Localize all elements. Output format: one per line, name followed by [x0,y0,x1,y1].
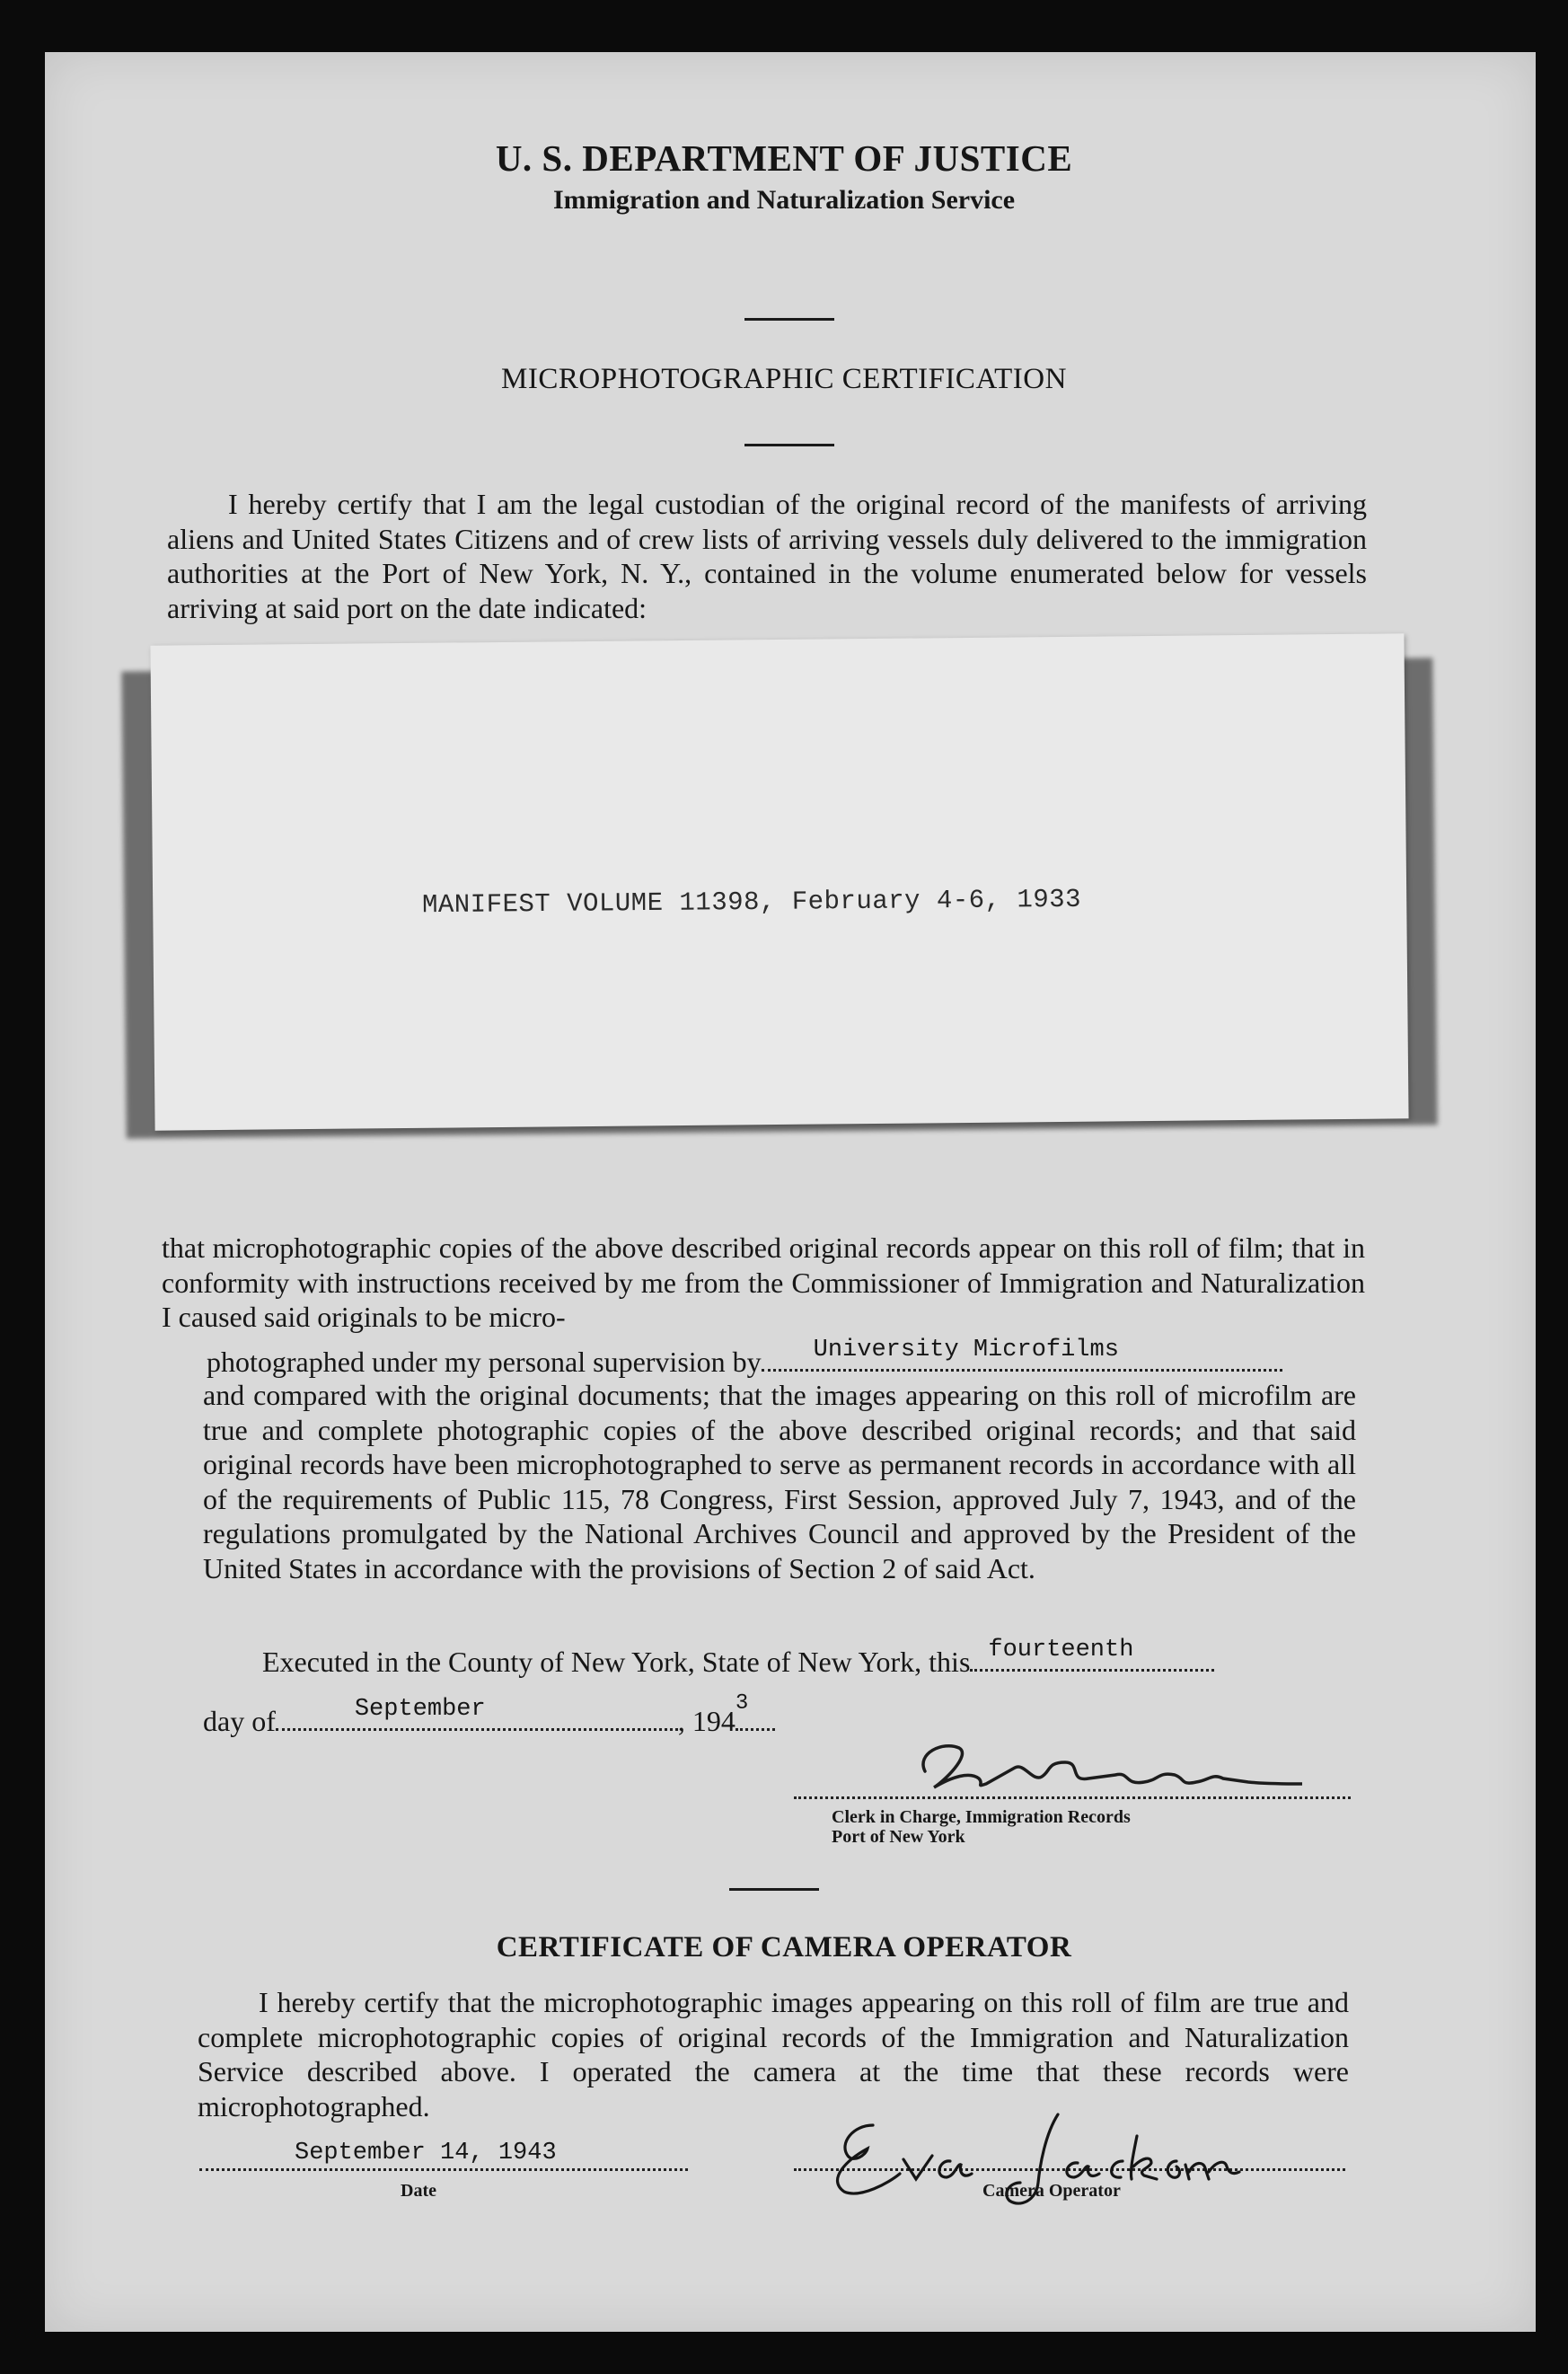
clerk-title-line1: Clerk in Charge, Immigration Records [832,1807,1131,1827]
body-paragraph-1: that microphotographic copies of the above described original records appear on this roll of film; that in conformity with instructions received by me from the Commissioner of Immigration and Naturalization I caused said originals to be micro- [162,1231,1365,1333]
month-field [276,1696,678,1731]
execution-line [262,1637,1214,1679]
year-digit: 3 [735,1691,749,1716]
camera-certificate-title: CERTIFICATE OF CAMERA OPERATOR [496,1931,1072,1964]
manifest-volume-text: MANIFEST VOLUME 11398, February 4-6, 1933 [421,884,1082,921]
supervision-line [207,1337,1282,1379]
title-divider [744,444,834,446]
operator-label: Camera Operator [982,2181,1121,2201]
execution-month: September [354,1696,486,1723]
execution-day: fourteenth [988,1637,1134,1664]
service-heading: Immigration and Naturalization Service [552,185,1016,215]
supervision-prefix: photographed under my personal supervision by [207,1346,762,1378]
header-divider [744,318,834,321]
certification-title: MICROPHOTOGRAPHIC CERTIFICATION [501,363,1067,395]
camera-certificate-text: I hereby certify that the microphotographic images appearing on this roll of film are true and complete microphotographic copies of original records of the Immigration and Naturalization Service described above. I operated the camera at the time that these records were microphotographed. [198,1986,1349,2122]
certificate-date-value: September 14, 1943 [295,2140,557,2167]
certificate-date-label: Date [401,2181,436,2201]
year-field [735,1691,775,1731]
execution-day-field [970,1637,1214,1672]
intro-paragraph: I hereby certify that I am the legal custodian of the original record of the manifests of arriving aliens and United States Citizens and of crew lists of arriving vessels duly delivered to the immigration authorities at the Port of New York, N. Y., contained in the volume enumerated below for vessels arriving at said port on the date indicated: [167,488,1367,624]
year-prefix: , 194 [677,1705,736,1737]
microfilmer-value: University Microfilms [813,1337,1119,1364]
clerk-signature [889,1735,1302,1800]
execution-prefix: Executed in the County of New York, State of New York, this [262,1646,971,1678]
day-of-label: day of [203,1705,276,1737]
certificate-date-field [199,2141,688,2171]
manifest-card [150,633,1408,1130]
date-line [203,1691,775,1738]
clerk-title-line2: Port of New York [832,1827,965,1847]
body-paragraph-2: and compared with the original documents; that the images appearing on this roll of microfilm are true and complete photographic copies of the above described original records; and that said original records have been microphotographed to serve as permanent records in accordance with all of the requirements of Public 115, 78 Congress, First Session, approved July 7, 1943, and of the regulations promulgated by the National Archives Council and approved by the President of the United States in accordance with the provisions of Section 2 of said Act. [203,1379,1356,1584]
microfilmer-field [762,1337,1282,1372]
department-heading: U. S. DEPARTMENT OF JUSTICE [495,137,1073,179]
camera-section-divider [729,1888,819,1891]
